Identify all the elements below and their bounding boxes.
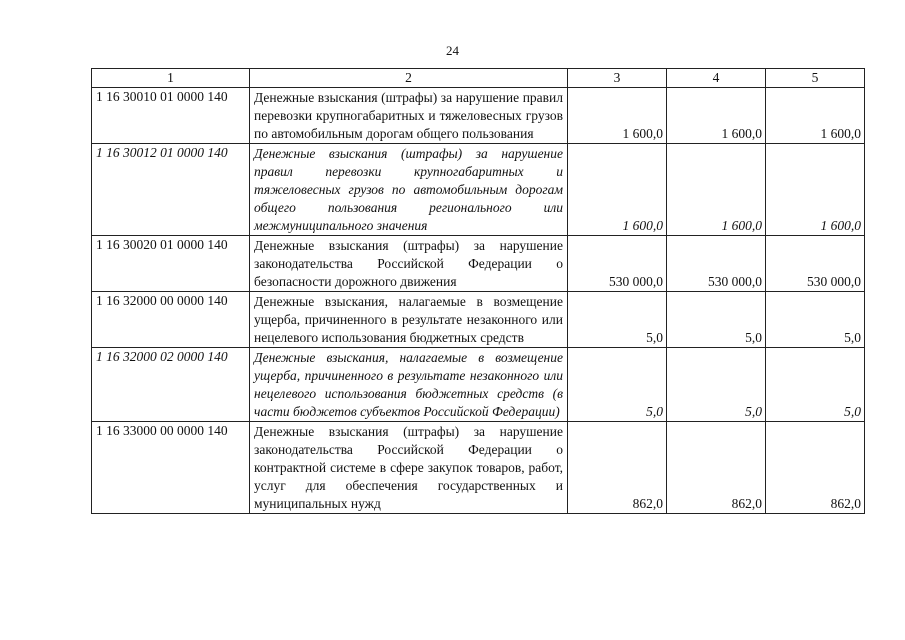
- column-header-5: 5: [766, 69, 865, 88]
- row-description: Денежные взыскания, налагаемые в возмещение ущерба, причиненного в результате незаконного или нецелевого использования бюджетных средств: [250, 292, 568, 348]
- table-row: [92, 292, 865, 348]
- row-description: Денежные взыскания (штрафы) за нарушение законодательства Российской Федерации о безопасности дорожного движения: [250, 236, 568, 292]
- table-row: [92, 236, 865, 292]
- column-header-4: 4: [667, 69, 766, 88]
- value-col-5: 5,0: [766, 292, 865, 348]
- page-number: 24: [446, 43, 459, 58]
- budget-code: 1 16 30020 01 0000 140: [92, 236, 250, 292]
- value-col-3: 862,0: [568, 422, 667, 514]
- value-col-5: 1 600,0: [766, 144, 865, 236]
- value-col-3: 5,0: [568, 348, 667, 422]
- value-col-3: 530 000,0: [568, 236, 667, 292]
- value-col-5: 1 600,0: [766, 88, 865, 144]
- value-col-4: 5,0: [667, 292, 766, 348]
- header-row: [92, 69, 865, 88]
- budget-code: 1 16 32000 02 0000 140: [92, 348, 250, 422]
- row-description: Денежные взыскания (штрафы) за нарушение законодательства Российской Федерации о контрактной системе в сфере закупок товаров, работ, услуг для обеспечения государственных и муниципальных нужд: [250, 422, 568, 514]
- value-col-4: 862,0: [667, 422, 766, 514]
- value-col-5: 530 000,0: [766, 236, 865, 292]
- budget-code: 1 16 33000 00 0000 140: [92, 422, 250, 514]
- value-col-5: 5,0: [766, 348, 865, 422]
- table-row: [92, 144, 865, 236]
- table-row: [92, 422, 865, 514]
- column-header-3: 3: [568, 69, 667, 88]
- value-col-3: 1 600,0: [568, 88, 667, 144]
- table-row: [92, 348, 865, 422]
- column-header-1: 1: [92, 69, 250, 88]
- budget-table: [91, 68, 865, 514]
- table-row: [92, 88, 865, 144]
- value-col-4: 1 600,0: [667, 88, 766, 144]
- value-col-4: 1 600,0: [667, 144, 766, 236]
- value-col-4: 530 000,0: [667, 236, 766, 292]
- value-col-3: 5,0: [568, 292, 667, 348]
- column-header-2: 2: [250, 69, 568, 88]
- row-description: Денежные взыскания (штрафы) за нарушение правил перевозки крупногабаритных и тяжеловесных грузов по автомобильным дорогам общего пользования: [250, 88, 568, 144]
- value-col-3: 1 600,0: [568, 144, 667, 236]
- row-description: Денежные взыскания, налагаемые в возмещение ущерба, причиненного в результате незаконного или нецелевого использования бюджетных средств (в части бюджетов субъектов Российской Федерации): [250, 348, 568, 422]
- budget-code: 1 16 30012 01 0000 140: [92, 144, 250, 236]
- value-col-4: 5,0: [667, 348, 766, 422]
- row-description: Денежные взыскания (штрафы) за нарушение правил перевозки крупногабаритных и тяжеловесных грузов по автомобильным дорогам общего пользования регионального или межмуниципального значения: [250, 144, 568, 236]
- budget-code: 1 16 32000 00 0000 140: [92, 292, 250, 348]
- budget-code: 1 16 30010 01 0000 140: [92, 88, 250, 144]
- value-col-5: 862,0: [766, 422, 865, 514]
